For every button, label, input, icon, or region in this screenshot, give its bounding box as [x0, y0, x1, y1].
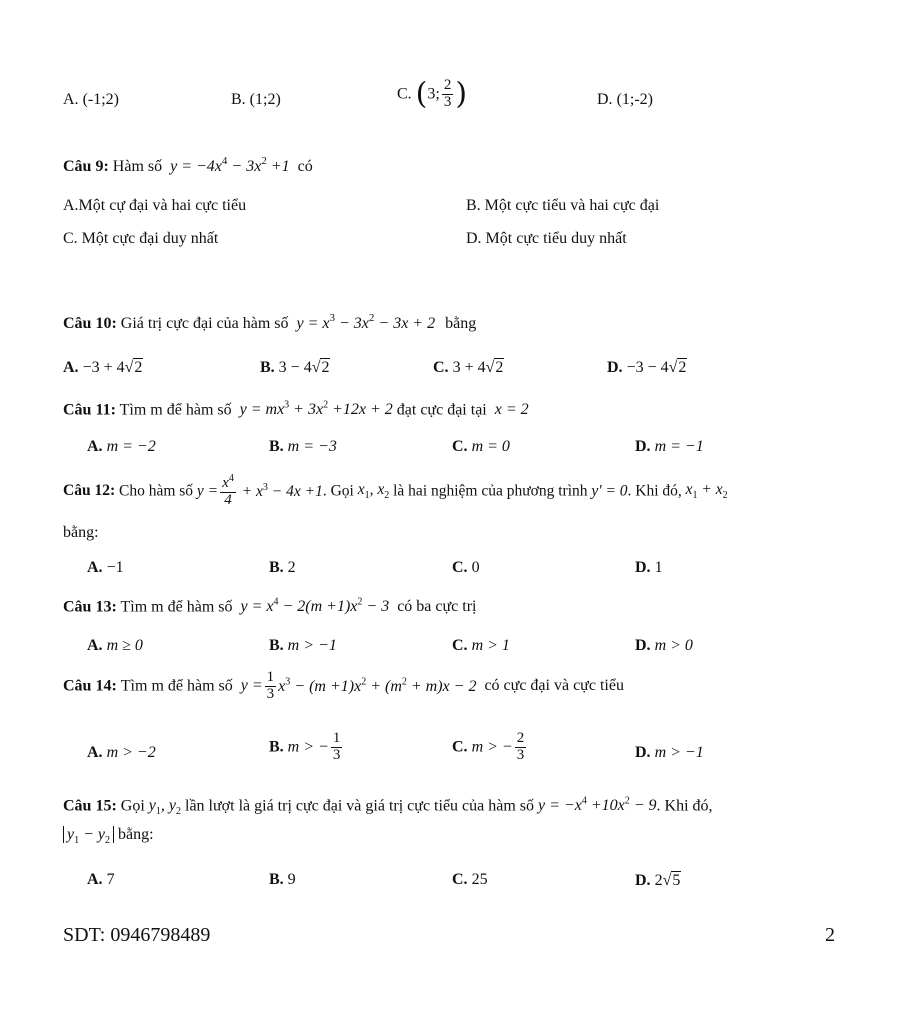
q10-option-d: D. −3 − 4√2	[607, 359, 687, 376]
q15-continuation: $y_1 - y_2$ bằng:	[63, 826, 154, 846]
q12-question: Câu 12: Cho hàm số y = $\frac{x^4}{4}$ + $x^3 - 4x +1$. Gọi $x_1$, $x_2$ là hai nghiệm của phương trình y' = 0. Khi đó, $x_1 + x_2$	[63, 473, 728, 508]
footer-phone: SDT: 0946798489	[63, 924, 211, 946]
q15-option-a: A. 7	[87, 871, 115, 888]
q9-option-c: C. Một cực đại duy nhất	[63, 230, 219, 247]
q9-option-d: D. Một cực tiểu duy nhất	[466, 230, 627, 247]
q15-option-b: B. 9	[269, 871, 296, 888]
q9-option-a: A.Một cự đại và hai cực tiểu	[63, 197, 247, 214]
q11-option-c: C. m = 0	[452, 438, 510, 455]
q15-option-c: C. 25	[452, 871, 488, 888]
q9-question: Câu 9: Hàm số $y = -4x^4 - 3x^2 +1$ có	[63, 155, 313, 175]
q14-option-a: A. m > −2	[87, 744, 156, 761]
q12-option-b: B. 2	[269, 559, 296, 576]
q14-option-c: C. m > − $\frac{2}{3}$	[452, 730, 525, 763]
q12-continuation: bằng:	[63, 524, 99, 541]
page-number: 2	[825, 924, 835, 946]
q11-option-a: A. m = −2	[87, 438, 156, 455]
q8-option-c: C. (3; $\frac{2}{3}$ )	[397, 76, 468, 112]
q9-option-b: B. Một cực tiểu và hai cực đại	[466, 197, 660, 214]
q11-question: Câu 11: Tìm m để hàm số $y = mx^3 + 3x^2 +12x + 2$ đạt cực đại tại x = 2	[63, 400, 529, 419]
q10-option-a: A. −3 + 4√2	[63, 359, 143, 376]
q8-option-d: D. (1;-2)	[597, 91, 653, 108]
q11-option-d: D. m = −1	[635, 438, 704, 455]
q12-option-a: A. −1	[87, 559, 124, 576]
q10-option-c: C. 3 + 4√2	[433, 359, 504, 376]
q14-question: Câu 14: Tìm m để hàm số y = $\frac{1}{3}$ $x^3 - (m +1)x^2 + (m^2 + m)x - 2$ có cực đại và cực tiểu	[63, 669, 624, 702]
q14-option-d: D. m > −1	[635, 744, 704, 761]
q8-option-a: A. (-1;2)	[63, 91, 119, 108]
q14-option-b: B. m > − $\frac{1}{3}$	[269, 730, 341, 763]
q12-option-c: C. 0	[452, 559, 480, 576]
q10-option-b: B. 3 − 4√2	[260, 359, 330, 376]
q11-option-b: B. m = −3	[269, 438, 337, 455]
q15-option-d: D. 2√5	[635, 872, 681, 889]
q13-option-c: C. m > 1	[452, 637, 510, 654]
q12-option-d: D. 1	[635, 559, 663, 576]
q13-option-d: D. m > 0	[635, 637, 693, 654]
q13-option-b: B. m > −1	[269, 637, 337, 654]
q8-option-b: B. (1;2)	[231, 91, 281, 108]
q13-question: Câu 13: Tìm m để hàm số $y = x^4 - 2(m +1)x^2 - 3$ có ba cực trị	[63, 597, 477, 616]
q10-question: Câu 10: Giá trị cực đại của hàm số $y = x^3 - 3x^2 - 3x + 2$ bằng	[63, 312, 477, 332]
q15-question: Câu 15: Gọi $y_1$, $y_2$ lần lượt là giá trị cực đại và giá trị cực tiểu của hàm số $y = -x^4 +10x^2 - 9$. Khi đó,	[63, 796, 713, 818]
q13-option-a: A. m ≥ 0	[87, 637, 143, 654]
